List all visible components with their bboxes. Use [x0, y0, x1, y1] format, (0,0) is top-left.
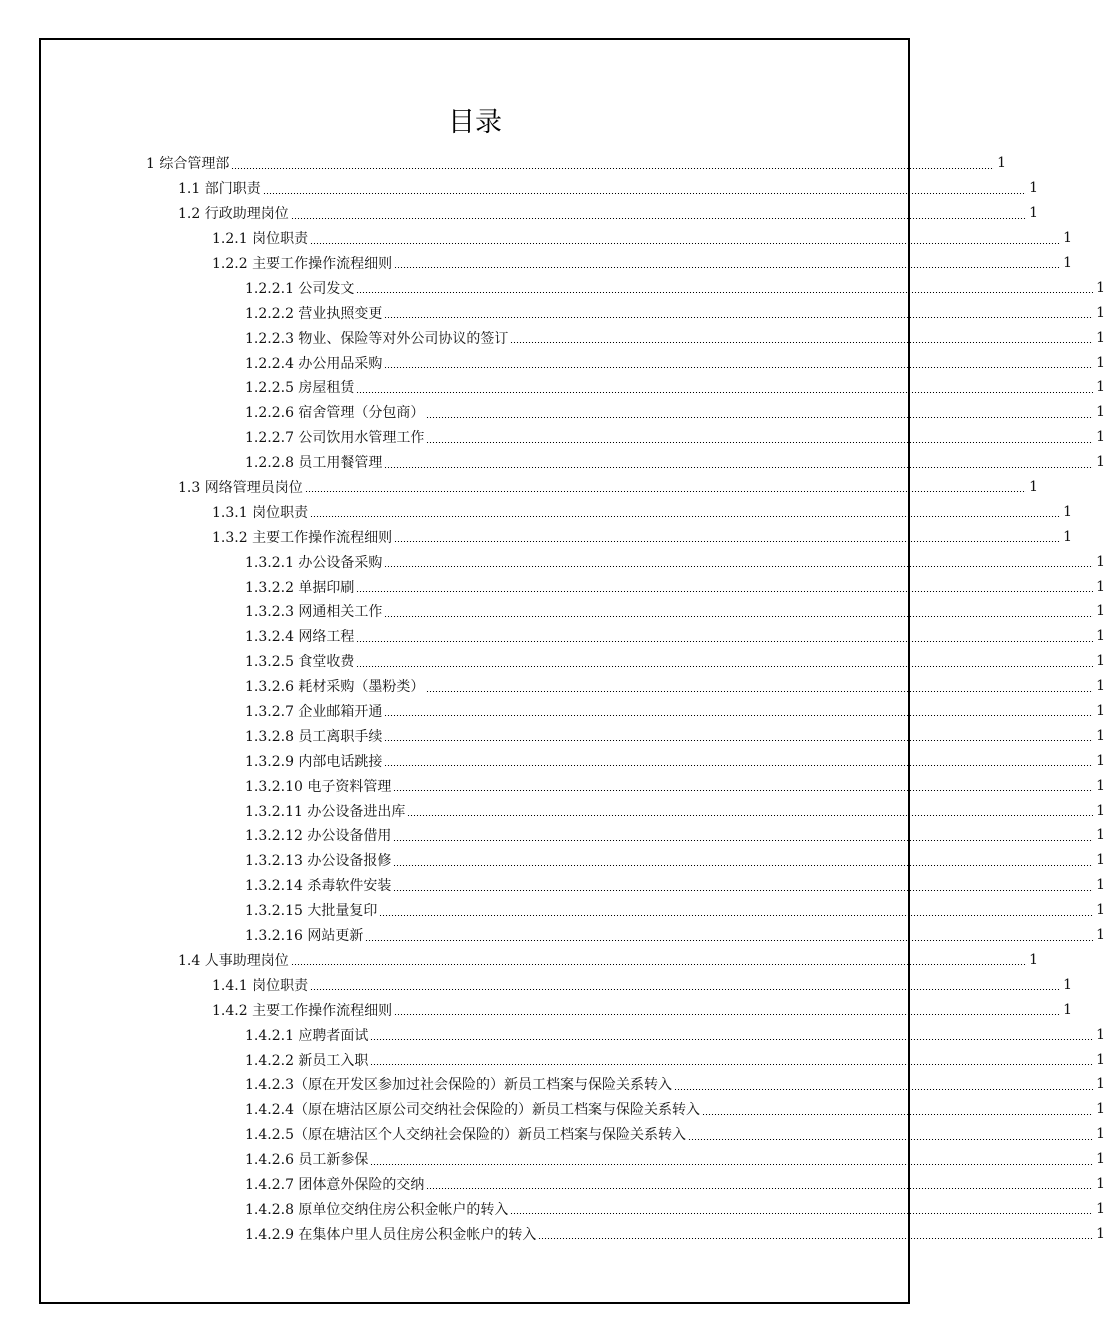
toc-entry[interactable] — [0, 599, 1105, 624]
toc-entry[interactable] — [0, 400, 1105, 425]
toc-entry-label: 1.3.2.5 食堂收费 — [245, 654, 355, 671]
toc-leader-dots — [538, 1238, 1093, 1239]
toc-leader-dots — [393, 865, 1093, 866]
toc-entry-page-number: 1 — [1029, 479, 1038, 496]
toc-leader-dots — [510, 342, 1093, 343]
toc-leader-dots — [688, 1139, 1093, 1140]
toc-entry-label: 1.2.1 岗位职责 — [212, 231, 309, 248]
toc-entry-page-number: 1 — [1096, 1175, 1105, 1192]
toc-leader-dots — [426, 417, 1093, 418]
toc-entry-label: 1.3.2.10 电子资料管理 — [245, 778, 392, 795]
table-of-contents — [0, 151, 1105, 1246]
toc-entry-label: 1.1 部门职责 — [178, 181, 261, 198]
toc-entry[interactable] — [0, 699, 1105, 724]
toc-leader-dots — [394, 541, 1060, 542]
toc-entry-page-number: 1 — [1096, 304, 1105, 321]
toc-entry[interactable] — [0, 499, 1072, 524]
toc-leader-dots — [384, 765, 1093, 766]
toc-entry[interactable] — [0, 325, 1105, 350]
toc-entry[interactable] — [0, 898, 1105, 923]
toc-entry[interactable] — [0, 1172, 1105, 1197]
toc-entry-page-number: 1 — [1096, 429, 1105, 446]
toc-entry-label: 1.2.2.1 公司发文 — [245, 280, 355, 297]
toc-entry[interactable] — [0, 1072, 1105, 1097]
toc-leader-dots — [674, 1089, 1093, 1090]
toc-entry-label: 1.3.2.14 杀毒软件安装 — [245, 878, 392, 895]
toc-entry-page-number: 1 — [1096, 329, 1105, 346]
toc-leader-dots — [384, 566, 1093, 567]
toc-entry-label: 1.3.2.1 办公设备采购 — [245, 554, 383, 571]
toc-entry-label: 1.3.2.12 办公设备借用 — [245, 828, 392, 845]
toc-entry-label: 1.4.2.3（原在开发区参加过社会保险的）新员工档案与保险关系转入 — [245, 1077, 672, 1094]
toc-leader-dots — [305, 491, 1026, 492]
toc-entry-page-number: 1 — [1096, 902, 1105, 919]
toc-entry-label: 1.4.2 主要工作操作流程细则 — [212, 1002, 393, 1019]
toc-entry-label: 1.4.1 岗位职责 — [212, 977, 309, 994]
toc-leader-dots — [426, 1188, 1093, 1189]
toc-entry-page-number: 1 — [1096, 777, 1105, 794]
toc-entry-page-number: 1 — [1096, 852, 1105, 869]
toc-entry-label: 1.2.2 主要工作操作流程细则 — [212, 256, 393, 272]
toc-leader-dots — [370, 1164, 1093, 1165]
toc-entry[interactable] — [0, 624, 1105, 649]
toc-entry[interactable] — [0, 748, 1105, 773]
toc-leader-dots — [384, 616, 1093, 617]
toc-entry[interactable] — [0, 873, 1105, 898]
toc-leader-dots — [393, 840, 1093, 841]
toc-entry-label: 1.3.2.6 耗材采购（墨粉类） — [245, 679, 425, 696]
toc-entry-page-number: 1 — [1096, 628, 1105, 645]
toc-entry-page-number: 1 — [1063, 528, 1072, 545]
toc-leader-dots — [394, 1014, 1060, 1015]
toc-entry[interactable] — [0, 350, 1105, 375]
toc-entry[interactable] — [0, 151, 1006, 176]
toc-entry-label: 1.2.2.7 公司饮用水管理工作 — [245, 430, 425, 447]
toc-entry-label: 1.3.2 主要工作操作流程细则 — [212, 529, 393, 546]
toc-entry-page-number: 1 — [1096, 379, 1105, 396]
toc-entry-label: 1.3.2.9 内部电话跳接 — [245, 753, 383, 770]
toc-entry-label: 1.4.2.1 应聘者面试 — [245, 1027, 369, 1044]
toc-entry-label: 1.3.2.8 员工离职手续 — [245, 728, 383, 745]
toc-entry[interactable] — [0, 923, 1105, 948]
toc-leader-dots — [426, 691, 1093, 692]
toc-entry[interactable] — [0, 823, 1105, 848]
toc-leader-dots — [384, 715, 1093, 716]
toc-entry-label: 1.4.2.9 在集体户里人员住房公积金帐户的转入 — [245, 1226, 537, 1243]
toc-entry-label: 1.4.2.8 原单位交纳住房公积金帐户的转入 — [245, 1201, 509, 1218]
toc-entry-label: 1.3.2.2 单据印刷 — [245, 579, 355, 596]
toc-entry-page-number: 1 — [1096, 877, 1105, 894]
toc-leader-dots — [393, 890, 1093, 891]
toc-leader-dots — [384, 467, 1093, 468]
toc-entry-page-number: 1 — [1063, 230, 1072, 247]
toc-entry-label: 1.2.2.4 办公用品采购 — [245, 355, 383, 372]
toc-entry[interactable] — [0, 798, 1105, 823]
toc-entry-page-number: 1 — [1096, 1076, 1105, 1093]
document-title: 目录 — [448, 107, 502, 138]
toc-entry-label: 1.2 行政助理岗位 — [178, 206, 289, 223]
toc-entry[interactable] — [0, 251, 1072, 276]
toc-entry-page-number: 1 — [1096, 1126, 1105, 1143]
toc-entry-label: 1.3.2.15 大批量复印 — [245, 903, 378, 920]
toc-entry-page-number: 1 — [1096, 678, 1105, 695]
toc-leader-dots — [384, 317, 1093, 318]
toc-entry[interactable] — [0, 524, 1072, 549]
toc-entry-page-number: 1 — [1096, 279, 1105, 296]
toc-leader-dots — [510, 1213, 1093, 1214]
toc-entry-label: 1.3.2.3 网通相关工作 — [245, 604, 383, 621]
toc-entry-page-number: 1 — [1096, 1225, 1105, 1242]
toc-leader-dots — [291, 964, 1026, 965]
toc-entry-label: 1.4.2.7 团体意外保险的交纳 — [245, 1176, 425, 1193]
toc-entry-label: 1.2.2.3 物业、保险等对外公司协议的签订 — [245, 330, 509, 347]
toc-entry-label: 1.4.2.6 员工新参保 — [245, 1152, 369, 1169]
toc-entry-label: 1.4 人事助理岗位 — [178, 952, 289, 969]
toc-leader-dots — [702, 1114, 1093, 1115]
toc-leader-dots — [310, 989, 1060, 990]
toc-entry[interactable] — [0, 574, 1105, 599]
toc-entry-label: 1.4.2.2 新员工入职 — [245, 1052, 369, 1069]
toc-entry-page-number: 1 — [1096, 1051, 1105, 1068]
toc-entry-label: 1.2.2.5 房屋租赁 — [245, 380, 355, 397]
toc-leader-dots — [356, 392, 1093, 393]
toc-entry[interactable] — [0, 773, 1105, 798]
toc-leader-dots — [384, 367, 1093, 368]
toc-entry-label: 1 综合管理部 — [146, 156, 230, 173]
toc-entry-page-number: 1 — [1096, 553, 1105, 570]
toc-entry-page-number: 1 — [1096, 1101, 1105, 1118]
toc-entry-label: 1.3.2.13 办公设备报修 — [245, 853, 392, 870]
toc-entry-page-number: 1 — [1096, 354, 1105, 371]
toc-entry[interactable] — [0, 375, 1105, 400]
toc-leader-dots — [310, 243, 1060, 244]
toc-leader-dots — [356, 591, 1093, 592]
toc-entry[interactable] — [0, 275, 1105, 300]
toc-entry-label: 1.4.2.5（原在塘沽区个人交纳社会保险的）新员工档案与保险关系转入 — [245, 1127, 686, 1144]
toc-entry-label: 1.3.2.11 办公设备进出库 — [245, 803, 406, 820]
toc-entry-page-number: 1 — [1063, 1001, 1072, 1018]
toc-entry[interactable] — [0, 201, 1038, 226]
toc-entry-page-number: 1 — [1096, 752, 1105, 769]
toc-entry-page-number: 1 — [997, 155, 1006, 172]
toc-entry-page-number: 1 — [1096, 578, 1105, 595]
toc-leader-dots — [384, 740, 1093, 741]
toc-entry[interactable] — [0, 674, 1105, 699]
toc-entry-label: 1.3.2.16 网站更新 — [245, 928, 364, 945]
toc-entry-page-number: 1 — [1096, 827, 1105, 844]
toc-entry-page-number: 1 — [1063, 503, 1072, 520]
toc-entry-page-number: 1 — [1029, 180, 1038, 197]
toc-entry-label: 1.2.2.8 员工用餐管理 — [245, 455, 383, 472]
toc-entry[interactable] — [0, 1147, 1105, 1172]
toc-entry[interactable] — [0, 1022, 1105, 1047]
toc-entry[interactable] — [0, 1122, 1105, 1147]
toc-entry[interactable] — [0, 848, 1105, 873]
toc-entry[interactable] — [0, 1196, 1105, 1221]
toc-entry-page-number: 1 — [1096, 404, 1105, 421]
toc-entry[interactable] — [0, 723, 1105, 748]
toc-entry-page-number: 1 — [1096, 454, 1105, 471]
toc-entry-page-number: 1 — [1096, 653, 1105, 670]
toc-leader-dots — [370, 1064, 1093, 1065]
toc-entry-label: 1.2.2.2 营业执照变更 — [245, 305, 383, 322]
toc-entry[interactable] — [0, 1097, 1105, 1122]
toc-leader-dots — [356, 641, 1093, 642]
toc-entry[interactable] — [0, 1221, 1105, 1246]
toc-leader-dots — [310, 516, 1060, 517]
toc-entry[interactable] — [0, 176, 1038, 201]
toc-entry-label: 1.3.2.7 企业邮箱开通 — [245, 704, 383, 721]
toc-entry[interactable] — [0, 549, 1105, 574]
toc-entry-label: 1.4.2.4（原在塘沽区原公司交纳社会保险的）新员工档案与保险关系转入 — [245, 1102, 700, 1119]
toc-entry-page-number: 1 — [1096, 603, 1105, 620]
toc-leader-dots — [426, 442, 1093, 443]
toc-leader-dots — [393, 790, 1093, 791]
toc-leader-dots — [231, 168, 994, 169]
toc-leader-dots — [365, 940, 1093, 941]
toc-entry-label: 1.3 网络管理员岗位 — [178, 480, 303, 497]
toc-entry-page-number: 1 — [1063, 255, 1072, 271]
toc-entry-label: 1.3.1 岗位职责 — [212, 504, 309, 521]
toc-leader-dots — [291, 218, 1026, 219]
toc-entry-page-number: 1 — [1096, 703, 1105, 720]
toc-entry-label: 1.3.2.4 网络工程 — [245, 629, 355, 646]
toc-entry-label: 1.2.2.6 宿舍管理（分包商） — [245, 405, 425, 422]
toc-entry[interactable] — [0, 425, 1105, 450]
toc-entry-page-number: 1 — [1096, 1200, 1105, 1217]
toc-entry[interactable] — [0, 649, 1105, 674]
toc-entry[interactable] — [0, 450, 1105, 475]
toc-leader-dots — [407, 815, 1093, 816]
toc-leader-dots — [394, 267, 1060, 268]
toc-entry[interactable] — [0, 226, 1072, 251]
toc-leader-dots — [370, 1039, 1093, 1040]
toc-leader-dots — [379, 915, 1093, 916]
toc-entry-page-number: 1 — [1096, 802, 1105, 819]
toc-entry-page-number: 1 — [1029, 951, 1038, 968]
toc-entry[interactable] — [0, 1047, 1105, 1072]
toc-entry-page-number: 1 — [1096, 727, 1105, 744]
toc-entry-page-number: 1 — [1096, 927, 1105, 944]
toc-entry-page-number: 1 — [1029, 205, 1038, 222]
toc-entry-page-number: 1 — [1096, 1026, 1105, 1043]
toc-entry-page-number: 1 — [1096, 1151, 1105, 1168]
toc-entry[interactable] — [0, 948, 1038, 973]
toc-entry[interactable] — [0, 997, 1072, 1022]
toc-entry[interactable] — [0, 475, 1038, 500]
toc-leader-dots — [356, 666, 1093, 667]
toc-entry[interactable] — [0, 972, 1072, 997]
toc-leader-dots — [356, 292, 1093, 293]
toc-entry[interactable] — [0, 300, 1105, 325]
toc-entry-page-number: 1 — [1063, 976, 1072, 993]
toc-leader-dots — [263, 193, 1026, 194]
